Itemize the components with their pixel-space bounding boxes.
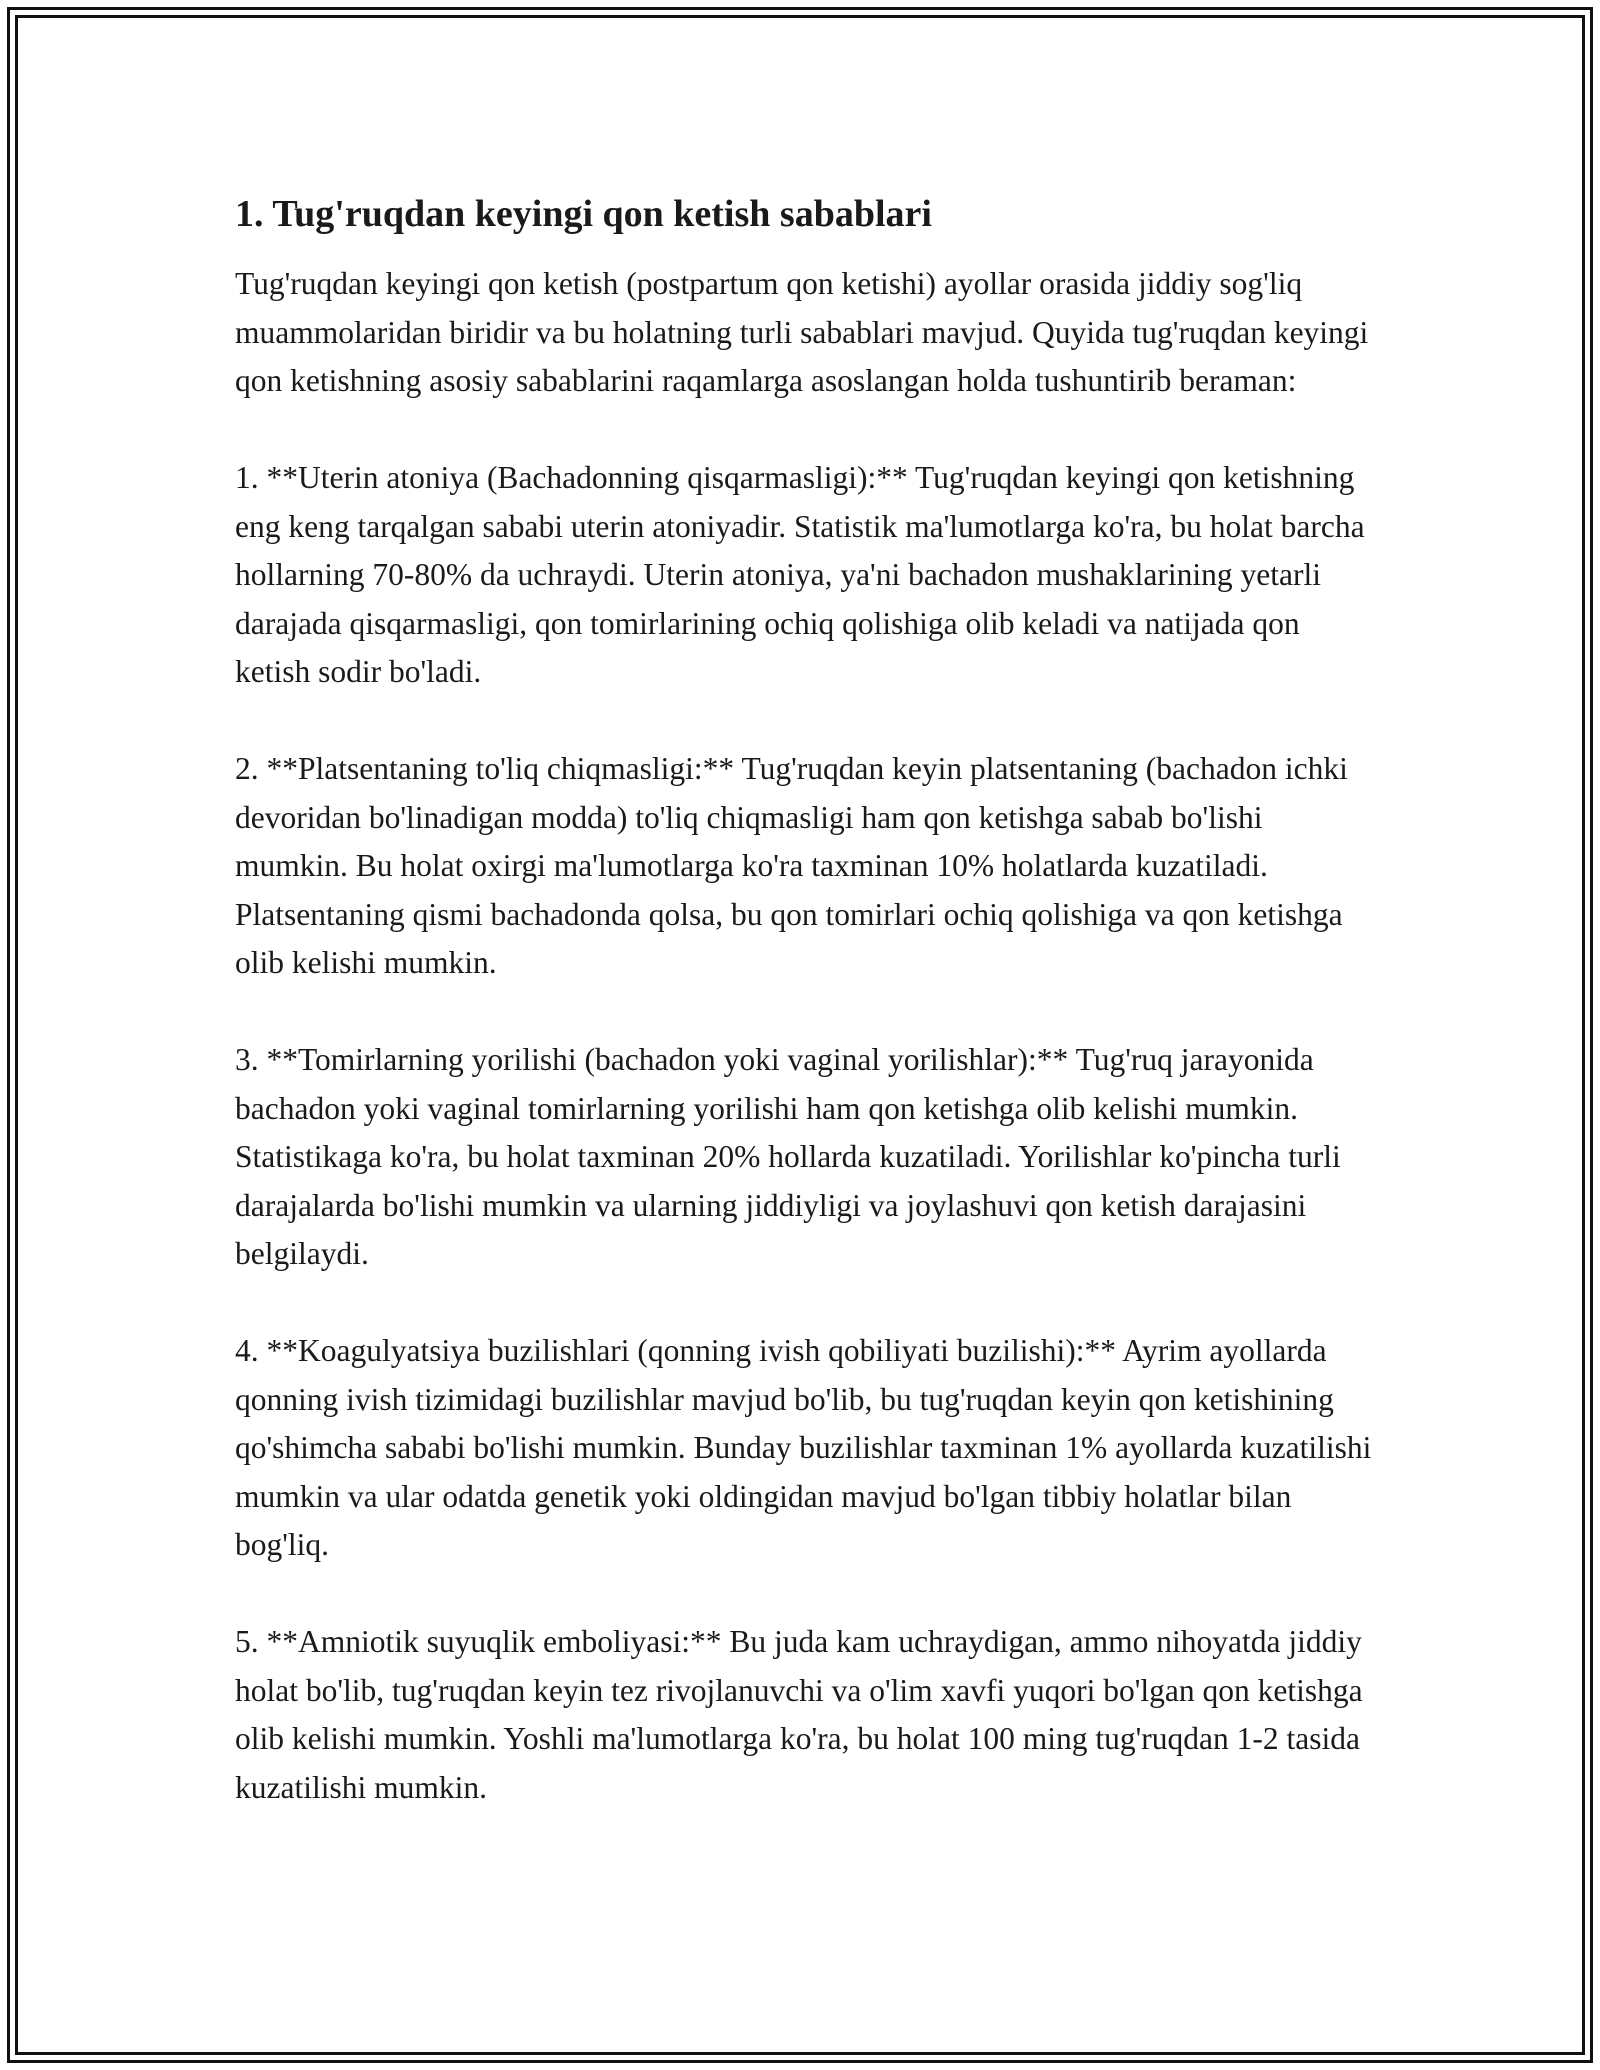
document-title: 1. Tug'ruqdan keyingi qon ketish sabablari: [235, 193, 932, 235]
cause-item-2: 2. **Platsentaning to'liq chiqmasligi:** Tug'ruqdan keyin platsentaning (bachadon ichki devoridan bo'linadigan modda) to'liq chiqmasligi ham qon ketishga sabab bo'lishi mumkin. Bu holat oxirgi ma'lumotlarga ko'ra taxminan 10% holatlarda kuzatiladi. Platsentaning qismi bachadonda qolsa, bu qon tomirlari ochiq qolishiga va qon ketishga olib kelishi mumkin.: [235, 751, 1348, 980]
document-body: [235, 190, 1375, 1812]
cause-item-3: 3. **Tomirlarning yorilishi (bachadon yoki vaginal yorilishlar):** Tug'ruq jarayonida bachadon yoki vaginal tomirlarning yorilishi ham qon ketishga olib kelishi mumkin. Statistikaga ko'ra, bu holat taxminan 20% hollarda kuzatiladi. Yorilishlar ko'pincha turli darajalarda bo'lishi mumkin va ularning jiddiyligi va joylashuvi qon ketish darajasini belgilaydi.: [235, 1042, 1341, 1271]
cause-item-4: 4. **Koagulyatsiya buzilishlari (qonning ivish qobiliyati buzilishi):** Ayrim ayollarda qonning ivish tizimidagi buzilishlar mavjud bo'lib, bu tug'ruqdan keyin qon ketishining qo'shimcha sababi bo'lishi mumkin. Bunday buzilishlar taxminan 1% ayollarda kuzatilishi mumkin va ular odatda genetik yoki oldingidan mavjud bo'lgan tibbiy holatlar bilan bog'liq.: [235, 1333, 1372, 1562]
intro-paragraph: Tug'ruqdan keyingi qon ketish (postpartum qon ketishi) ayollar orasida jiddiy sog'liq muammolaridan biridir va bu holatning turli sabablari mavjud. Quyida tug'ruqdan keyingi qon ketishning asosiy sabablarini raqamlarga asoslangan holda tushuntirib beraman:: [235, 266, 1369, 398]
cause-item-1: 1. **Uterin atoniya (Bachadonning qisqarmasligi):** Tug'ruqdan keyingi qon ketishning eng keng tarqalgan sababi uterin atoniyadir. Statistik ma'lumotlarga ko'ra, bu holat barcha hollarning 70-80% da uchraydi. Uterin atoniya, ya'ni bachadon mushaklarining yetarli darajada qisqarmasligi, qon tomirlarining ochiq qolishiga olib keladi va natijada qon ketish sodir bo'ladi.: [235, 460, 1365, 689]
cause-item-5: 5. **Amniotik suyuqlik emboliyasi:** Bu juda kam uchraydigan, ammo nihoyatda jiddiy holat bo'lib, tug'ruqdan keyin tez rivojlanuvchi va o'lim xavfi yuqori bo'lgan qon ketishga olib kelishi mumkin. Yoshli ma'lumotlarga ko'ra, bu holat 100 ming tug'ruqdan 1-2 tasida kuzatilishi mumkin.: [235, 1624, 1363, 1805]
